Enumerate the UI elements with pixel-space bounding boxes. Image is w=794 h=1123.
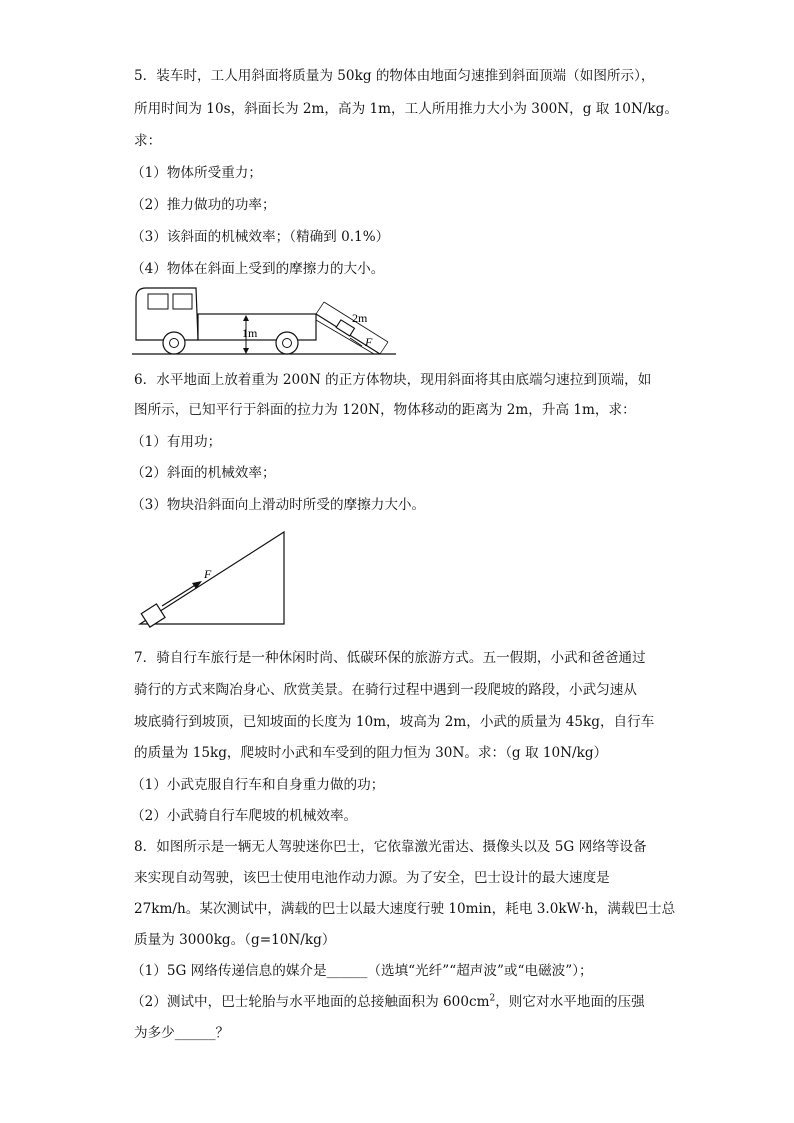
q7-part-2: （2）小武骑自行车爬坡的机械效率。 [131,808,358,824]
q6-line-2: 图所示，已知平行于斜面的拉力为 120N，物体移动的距离为 2m，升高 1m，求： [134,402,636,418]
q5-part-2: （2）推力做功的功率； [131,197,276,213]
force-label: F [365,335,373,349]
incline-figure [136,528,288,628]
height-arrow-top [243,315,249,321]
q8-part-1: （1）5G 网络传递信息的媒介是______（选填“光纤”“超声波”或“电磁波”）； [131,963,593,979]
height-arrow-bottom [243,348,249,354]
length-label: 2m [352,311,368,325]
q8-part-2-text-b: ，则它对水平地面的压强 [495,994,645,1010]
q8-part-2-text-a: （2）测试中，巴士轮胎与水平地面的总接触面积为 600cm [131,994,490,1010]
q7-line-3: 坡底骑行到坡顶，已知坡面的长度为 10m，坡高为 2m，小武的质量为 45kg，自行车 [134,714,655,730]
rear-wheel [276,332,298,354]
q8-line-4: 质量为 3000kg。（g=10N/kg） [134,932,336,948]
q6-part-2: （2）斜面的机械效率； [131,465,276,481]
q7-line-1: 7．骑自行车旅行是一种休闲时尚、低碳环保的旅游方式。五一假期，小武和爸爸通过 [134,650,646,666]
q8-part-2 [131,992,645,1012]
q8-part-2-superscript: 2 [489,993,496,1004]
truck-ramp-figure [130,280,400,362]
q5-line-1: 5．装车时，工人用斜面将质量为 50kg 的物体由地面匀速推到斜面顶端（如图所示）， [134,68,655,84]
force-label: F [204,567,212,581]
q5-part-4: （4）物体在斜面上受到的摩擦力的大小。 [131,261,385,277]
q7-line-4: 的质量为 15kg，爬坡时小武和车受到的阻力恒为 30N。求：（g 取 10N/kg） [134,745,608,761]
q8-line-3: 27km/h。某次测试中，满载的巴士以最大速度行驶 10min，耗电 3.0kW·h，满载巴士总 [134,901,676,917]
q6-line-1: 6．水平地面上放着重为 200N 的正方体物块，现用斜面将其由底端匀速拉到顶端，如 [134,372,652,388]
length-ext-bottom [380,342,388,354]
q5-part-3: （3）该斜面的机械效率；（精确到 0.1%） [131,229,390,245]
incline-triangle [140,532,284,624]
q6-part-1: （1）有用功； [131,434,222,450]
length-ext-top [316,302,324,314]
truck-cab [136,288,198,340]
q5-line-2: 所用时间为 10s，斜面长为 2m，高为 1m，工人所用推力大小为 300N，g 取 10N/kg。 [134,101,678,117]
q8-part-2-continued: 为多少______？ [134,1025,230,1041]
q7-part-1: （1）小武克服自行车和自身重力做的功； [131,777,385,793]
q5-part-1: （1）物体所受重力； [131,165,262,181]
q8-line-2: 来实现自动驾驶，该巴士使用电池作动力源。为了安全，巴士设计的最大速度是 [134,870,610,886]
q7-line-2: 骑行的方式来陶冶身心、欣赏美景。在骑行过程中遇到一段爬坡的路段，小武匀速从 [134,682,637,698]
front-wheel [163,332,185,354]
q6-part-3: （3）物块沿斜面向上滑动时所受的摩擦力大小。 [131,497,426,513]
height-label: 1m [242,326,258,340]
cab-window-right [173,294,192,309]
q8-line-1: 8．如图所示是一辆无人驾驶迷你巴士，它依靠激光雷达、摄像头以及 5G 网络等设备 [134,839,647,855]
q5-line-3: 求： [134,133,162,149]
cab-window-left [148,294,168,309]
